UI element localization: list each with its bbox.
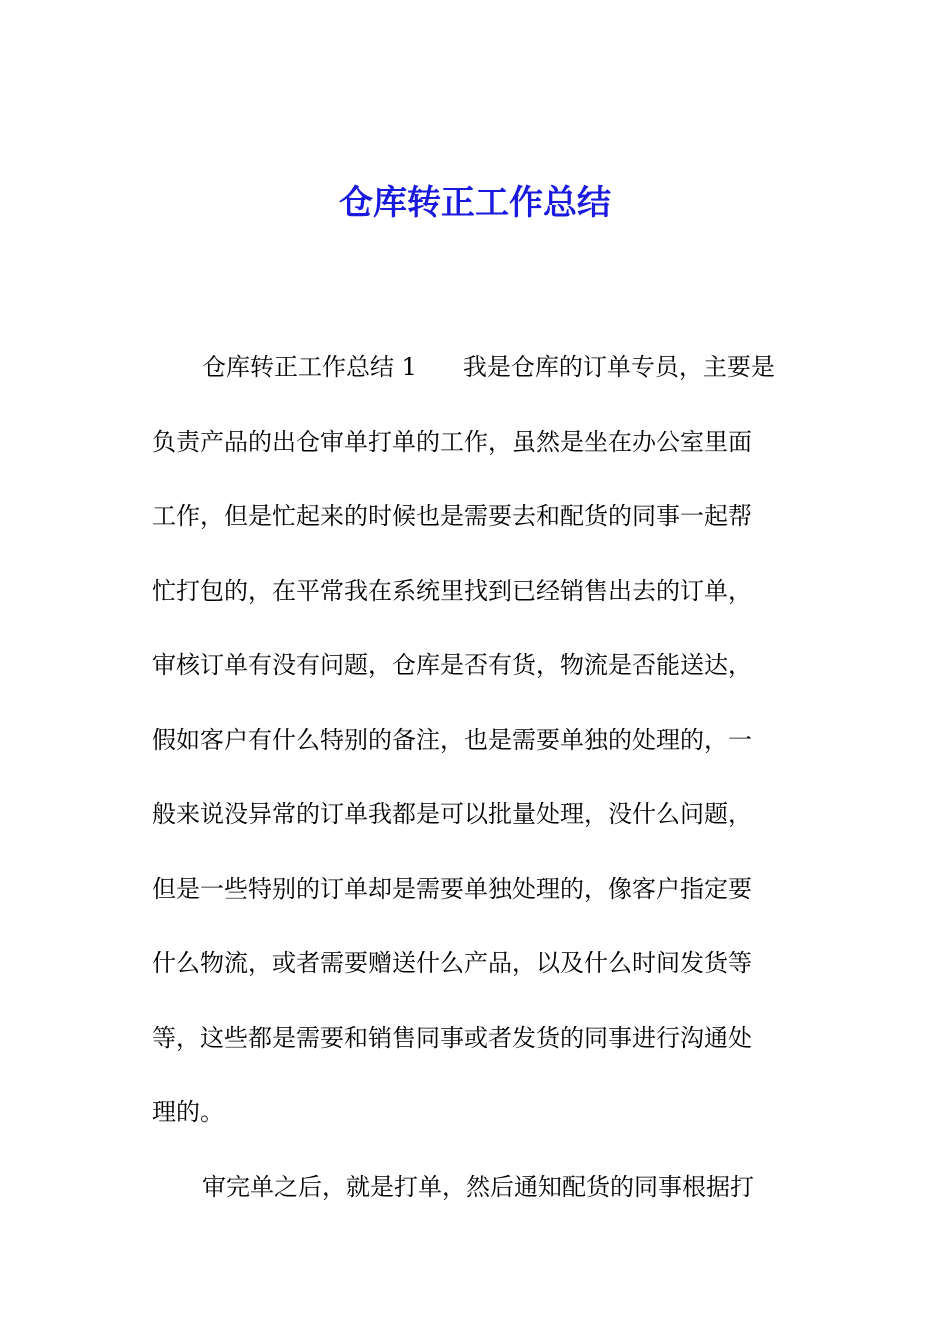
paragraph-line: 般来说没异常的订单我都是可以批量处理，没什么问题， xyxy=(152,800,752,828)
paragraph-line: 审完单之后，就是打单，然后通知配货的同事根据打 xyxy=(202,1172,754,1201)
paragraph-line: 工作，但是忙起来的时候也是需要去和配货的同事一起帮 xyxy=(152,502,752,530)
paragraph-line: 但是一些特别的订单却是需要单独处理的，像客户指定要 xyxy=(152,874,752,903)
section-heading: 仓库转正工作总结 1 xyxy=(202,353,417,381)
paragraph-line: 等，这些都是需要和销售同事或者发货的同事进行沟通处 xyxy=(152,1023,752,1052)
paragraph-line: 什么物流，或者需要赠送什么产品，以及什么时间发货等 xyxy=(152,949,752,977)
document-title: 仓库转正工作总结 xyxy=(339,183,611,223)
paragraph-line: 负责产品的出仓审单打单的工作，虽然是坐在办公室里面 xyxy=(152,427,752,456)
paragraph-line: 审核订单有没有问题，仓库是否有货，物流是否能送达， xyxy=(152,651,752,679)
paragraph-line: 理的。 xyxy=(152,1098,224,1126)
paragraph-line xyxy=(152,330,812,405)
paragraph-text: 我是仓库的订单专员，主要是 xyxy=(462,353,775,381)
paragraph-line: 假如客户有什么特别的备注，也是需要单独的处理的，一 xyxy=(152,725,752,754)
document-body xyxy=(152,330,812,1224)
paragraph-line: 忙打包的，在平常我在系统里找到已经销售出去的订单， xyxy=(152,576,752,605)
